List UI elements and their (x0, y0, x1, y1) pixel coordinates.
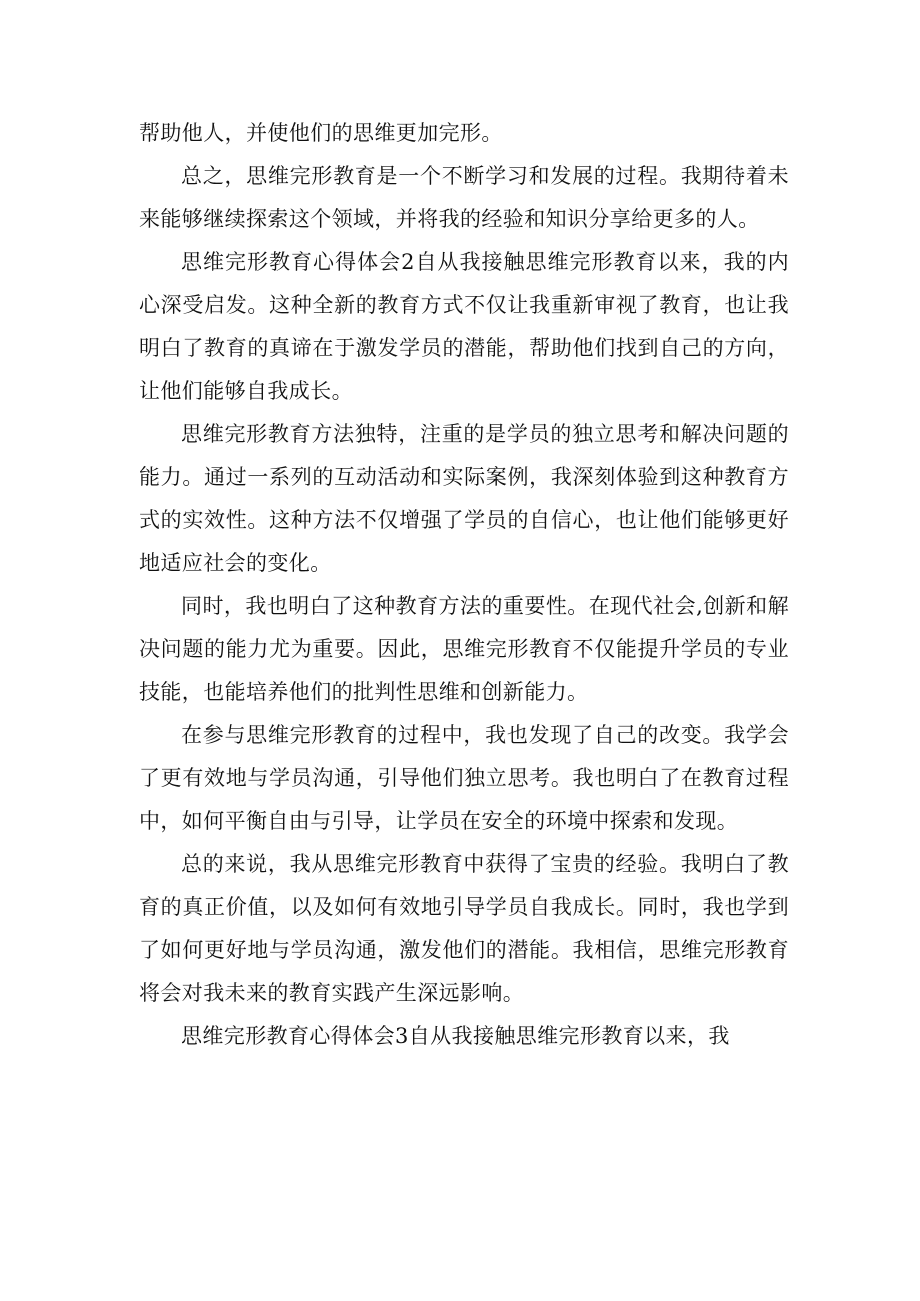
document-body (139, 112, 789, 1058)
paragraph-7: 总的来说，我从思维完形教育中获得了宝贵的经验。我明白了教育的真正价值，以及如何有效地引导学员自我成长。同时，我也学到了如何更好地与学员沟通，激发他们的潜能。我相信，思维完形教育将会对我未来的教育实践产生深远影响。 (139, 852, 789, 1005)
paragraph-6: 在参与思维完形教育的过程中，我也发现了自己的改变。我学会了更有效地与学员沟通，引导他们独立思考。我也明白了在教育过程中，如何平衡自由与引导，让学员在安全的环境中探索和发现。 (139, 723, 789, 833)
paragraph-2: 总之，思维完形教育是一个不断学习和发展的过程。我期待着未来能够继续探索这个领域，并将我的经验和知识分享给更多的人。 (139, 164, 789, 231)
paragraph-3: 思维完形教育心得体会2自从我接触思维完形教育以来，我的内心深受启发。这种全新的教育方式不仅让我重新审视了教育，也让我明白了教育的真谛在于激发学员的潜能，帮助他们找到自己的方向，让他们能够自我成长。 (139, 250, 789, 403)
paragraph-8: 思维完形教育心得体会3自从我接触思维完形教育以来，我 (181, 1024, 730, 1048)
paragraph-5: 同时，我也明白了这种教育方法的重要性。在现代社会,创新和解决问题的能力尤为重要。因此，思维完形教育不仅能提升学员的专业技能，也能培养他们的批判性思维和创新能力。 (139, 594, 789, 704)
paragraph-1: 帮助他人，并使他们的思维更加完形。 (139, 121, 503, 145)
paragraph-4: 思维完形教育方法独特，注重的是学员的独立思考和解决问题的能力。通过一系列的互动活动和实际案例，我深刻体验到这种教育方式的实效性。这种方法不仅增强了学员的自信心，也让他们能够更好地适应社会的变化。 (139, 422, 789, 575)
